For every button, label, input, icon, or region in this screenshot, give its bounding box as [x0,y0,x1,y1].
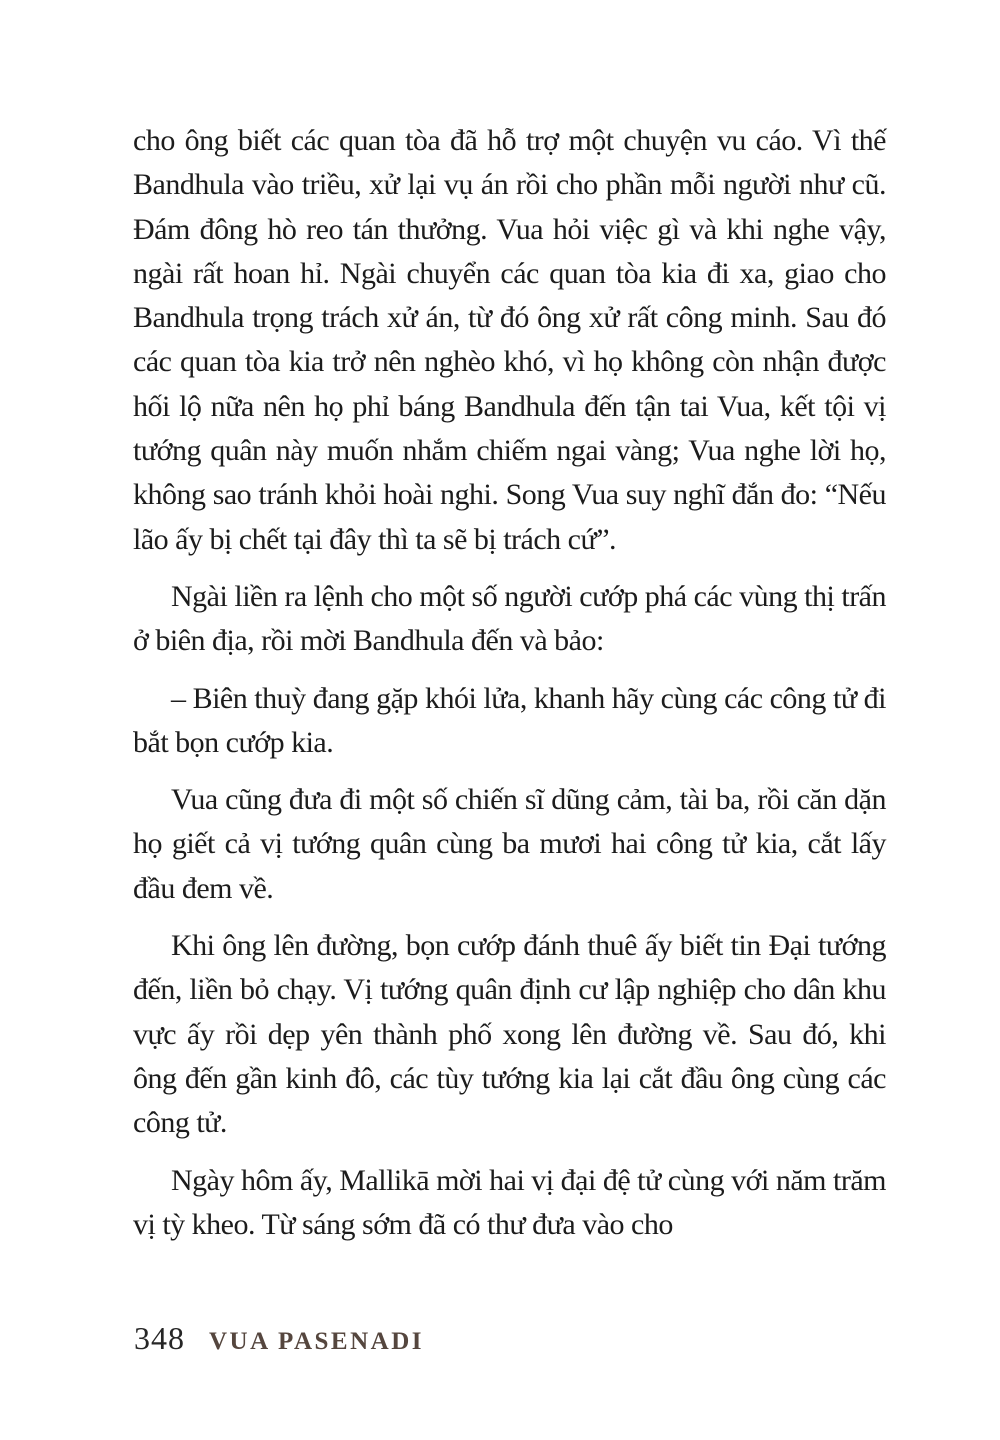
paragraph: Ngài liền ra lệnh cho một số người cướp phá các vùng thị trấn ở biên địa, rồi mời Bandhula đến và bảo: [133,579,886,658]
page-footer [134,1318,424,1362]
paragraph: Khi ông lên đường, bọn cướp đánh thuê ấy biết tin Đại tướng đến, liền bỏ chạy. Vị tướng quân định cư lập nghiệp cho dân khu vực ấy rồi dẹp yên thành phố xong lên đường về. Sau đó, khi ông đến gần kinh đô, các tùy tướng kia lại cắt đầu ông cùng các công tử. [133,929,886,1140]
book-title-footer: VUA PASENADI [209,1328,424,1355]
paragraph-continuation: cho ông biết các quan tòa đã hỗ trợ một chuyện vu cáo. Vì thế Bandhula vào triều, xử lại vụ án rồi cho phần mỗi người như cũ. Đám đông hò reo tán thưởng. Vua hỏi việc gì và khi nghe vậy, ngài rất hoan hỉ. Ngài chuyển các quan tòa kia đi xa, giao cho Bandhula trọng trách xử án, từ đó ông xử rất công minh. Sau đó các quan tòa kia trở nên nghèo khó, vì họ không còn nhận được hối lộ nữa nên họ phỉ báng Bandhula đến tận tai Vua, kết tội vị tướng quân này muốn nhắm chiếm ngai vàng; Vua nghe lời họ, không sao tránh khỏi hoài nghi. Song Vua suy nghĩ đắn đo: “Nếu lão ấy bị chết tại đây thì ta sẽ bị trách cứ”. [133,124,886,556]
paragraph: Ngày hôm ấy, Mallikā mời hai vị đại đệ tử cùng với năm trăm vị tỳ kheo. Từ sáng sớm đã có thư đưa vào cho [133,1163,886,1241]
page-number: 348 [134,1320,185,1356]
paragraph-dialogue: – Biên thuỳ đang gặp khói lửa, khanh hãy cùng các công tử đi bắt bọn cướp kia. [133,681,886,759]
paragraph: Vua cũng đưa đi một số chiến sĩ dũng cảm, tài ba, rồi căn dặn họ giết cả vị tướng quân cùng ba mươi hai công tử kia, cắt lấy đầu đem về. [133,783,886,905]
page-body [133,119,886,1260]
